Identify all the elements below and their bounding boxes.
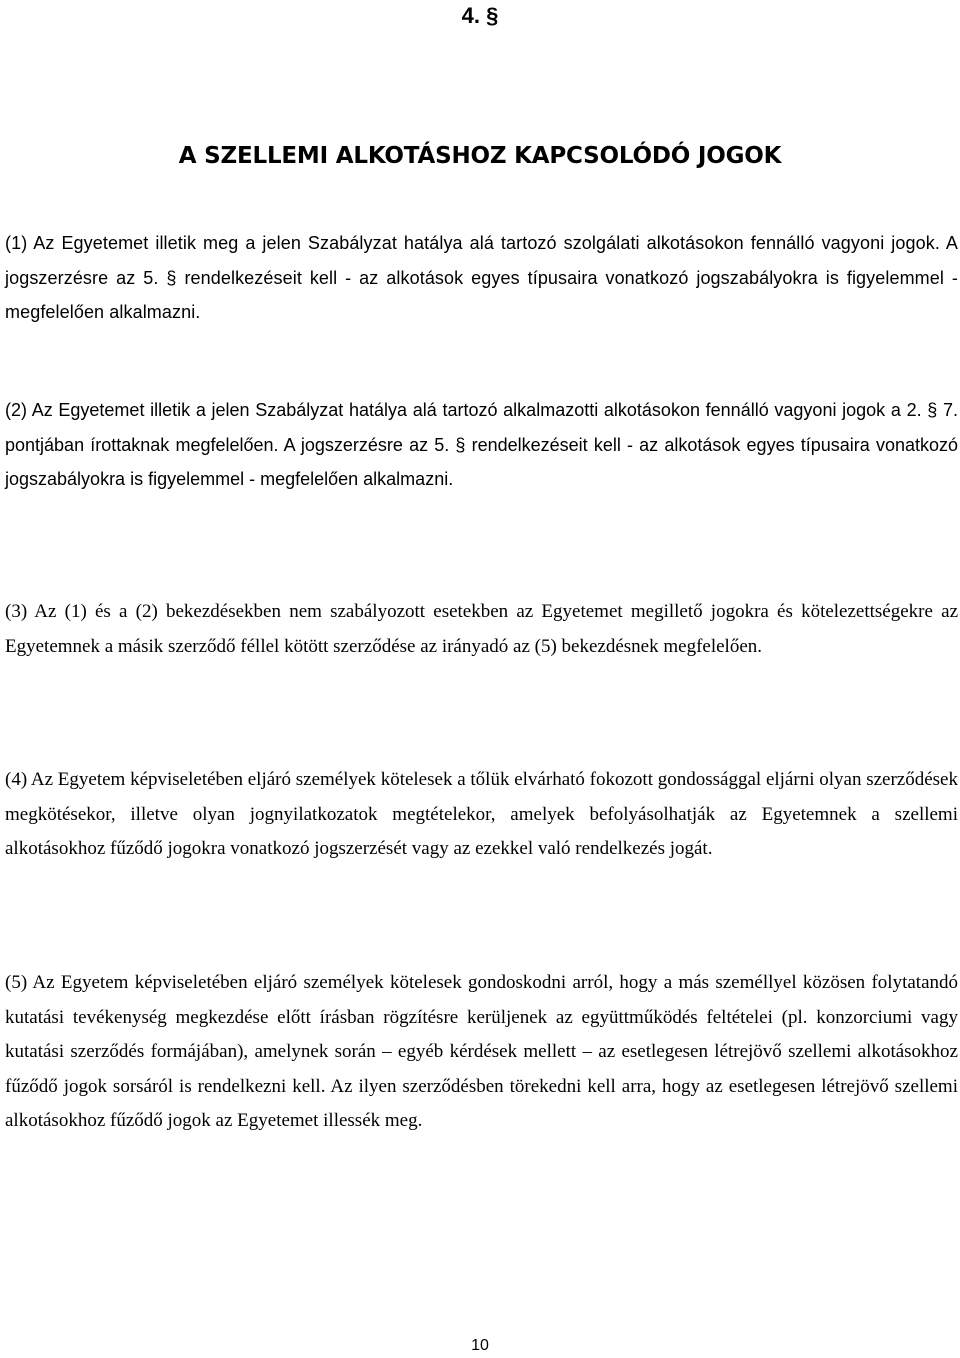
paragraph-1: (1) Az Egyetemet illetik meg a jelen Szabályzat hatálya alá tartozó szolgálati alkotásokon fennálló vagyoni jogok. A jogszerzésre az 5. § rendelkezéseit kell - az alkotások egyes típusaira vonatkozó jogszabályokra is figyelemmel - megfelelően alkalmazni. (5, 233, 958, 322)
paragraph-5: (5) Az Egyetem képviseletében eljáró személyek kötelesek gondoskodni arról, hogy a más személlyel közösen folytatandó kutatási tevékenység megkezdése előtt írásban rögzítésre kerüljenek az együttműködés feltételei (pl. konzorciumi vagy kutatási szerződés formájában), amelynek során – egyéb kérdések mellett – az esetlegesen létrejövő szellemi alkotásokhoz fűződő jogok sorsáról is rendelkezni kell. Az ilyen szerződésben törekedni kell arra, hogy az esetlegesen létrejövő szellemi alkotásokhoz fűződő jogok az Egyetemet illessék meg. (5, 972, 958, 1131)
page-title: A SZELLEMI ALKOTÁSHOZ KAPCSOLÓDÓ JOGOK (178, 143, 782, 169)
page-number: 10 (471, 1337, 489, 1354)
paragraph-2: (2) Az Egyetemet illetik a jelen Szabályzat hatálya alá tartozó alkalmazotti alkotásokon fennálló vagyoni jogok a 2. § 7. pontjában írottaknak megfelelően. A jogszerzésre az 5. § rendelkezéseit kell - az alkotások egyes típusaira vonatkozó jogszabályokra is figyelemmel - megfelelően alkalmazni. (5, 400, 958, 489)
section-label: 4. § (461, 3, 499, 28)
paragraph-4: (4) Az Egyetem képviseletében eljáró személyek kötelesek a tőlük elvárható fokozott gondossággal eljárni olyan szerződések megkötésekor, illetve olyan jognyilatkozatok megtételekor, amelyek befolyásolhatják az Egyetemnek a szellemi alkotásokhoz fűződő jogokra vonatkozó jogszerzését vagy az ezekkel való rendelkezés jogát. (5, 769, 958, 859)
paragraph-3: (3) Az (1) és a (2) bekezdésekben nem szabályozott esetekben az Egyetemet megillető jogokra és kötelezettségekre az Egyetemnek a másik szerződő féllel kötött szerződése az irányadó az (5) bekezdésnek megfelelően. (5, 601, 958, 657)
